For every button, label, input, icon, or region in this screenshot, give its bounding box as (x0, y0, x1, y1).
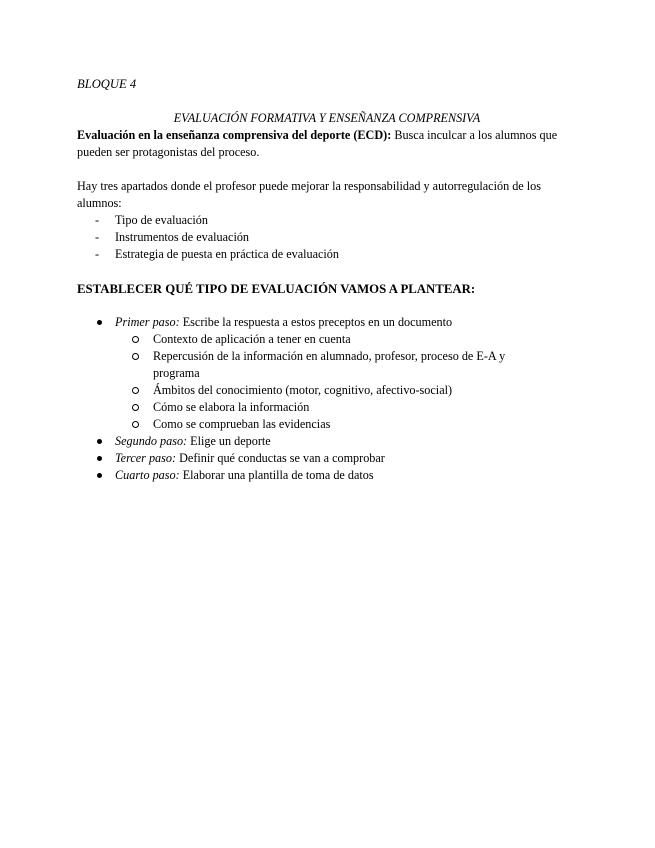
step-text: Definir qué conductas se van a comprobar (176, 451, 385, 465)
dash-marker: - (95, 230, 100, 244)
sub-list-item (115, 416, 513, 433)
circle-bullet-icon (132, 353, 139, 360)
step-item (77, 314, 577, 433)
sub-item-text: Repercusión de la información en alumnado, profesor, proceso de E-A y programa (153, 349, 506, 380)
step-item (77, 467, 577, 484)
dash-marker: - (95, 213, 100, 227)
dash-marker: - (95, 247, 100, 261)
section-heading: ESTABLECER QUÉ TIPO DE EVALUACIÓN VAMOS A PLANTEAR: (77, 282, 476, 296)
sub-list-item (115, 348, 513, 382)
step-label: Segundo paso: (115, 434, 188, 448)
sub-list-item (115, 331, 513, 348)
responsibility-paragraph: Hay tres apartados donde el profesor puede mejorar la responsabilidad y autorregulación de los alumnos: (77, 179, 541, 210)
step-item (77, 450, 577, 467)
sub-item-text: Cómo se elabora la información (153, 400, 310, 414)
block-label: BLOQUE 4 (77, 77, 137, 91)
intro-text: Busca inculcar a los alumnos que pueden ser protagonistas del proceso. (77, 128, 558, 159)
step-text: Elaborar una plantilla de toma de datos (179, 468, 374, 482)
sub-item-text: Como se comprueban las evidencias (153, 417, 331, 431)
circle-bullet-icon (132, 336, 139, 343)
sub-item-text: Contexto de aplicación a tener en cuenta (153, 332, 351, 346)
bullet-icon (97, 320, 102, 325)
list-item-text: Tipo de evaluación (115, 213, 208, 227)
list-item-text: Estrategia de puesta en práctica de evaluación (115, 247, 339, 261)
step-label: Tercer paso: (115, 451, 177, 465)
step-text: Escribe la respuesta a estos preceptos en un documento (179, 315, 453, 329)
bullet-icon (97, 456, 102, 461)
document-title: EVALUACIÓN FORMATIVA Y ENSEÑANZA COMPRENSIVA (173, 111, 481, 125)
sub-item-text: Ámbitos del conocimiento (motor, cognitivo, afectivo-social) (153, 383, 453, 397)
circle-bullet-icon (132, 387, 139, 394)
step-item (77, 433, 577, 450)
sub-list-item (115, 399, 513, 416)
list-item (77, 212, 339, 229)
bullet-icon (97, 439, 102, 444)
list-item (77, 229, 339, 246)
step-label: Cuarto paso: (115, 468, 180, 482)
dash-list (77, 212, 339, 263)
intro-bold-term: Evaluación en la enseñanza comprensiva del deporte (ECD): (77, 128, 392, 142)
intro-paragraph (77, 127, 577, 161)
list-item-text: Instrumentos de evaluación (115, 230, 250, 244)
step-label: Primer paso: (115, 315, 180, 329)
sub-list-item (115, 382, 513, 399)
circle-bullet-icon (132, 421, 139, 428)
circle-bullet-icon (132, 404, 139, 411)
sub-list (115, 331, 577, 433)
list-item (77, 246, 339, 263)
steps-list (77, 314, 577, 484)
bullet-icon (97, 473, 102, 478)
step-text: Elige un deporte (187, 434, 271, 448)
